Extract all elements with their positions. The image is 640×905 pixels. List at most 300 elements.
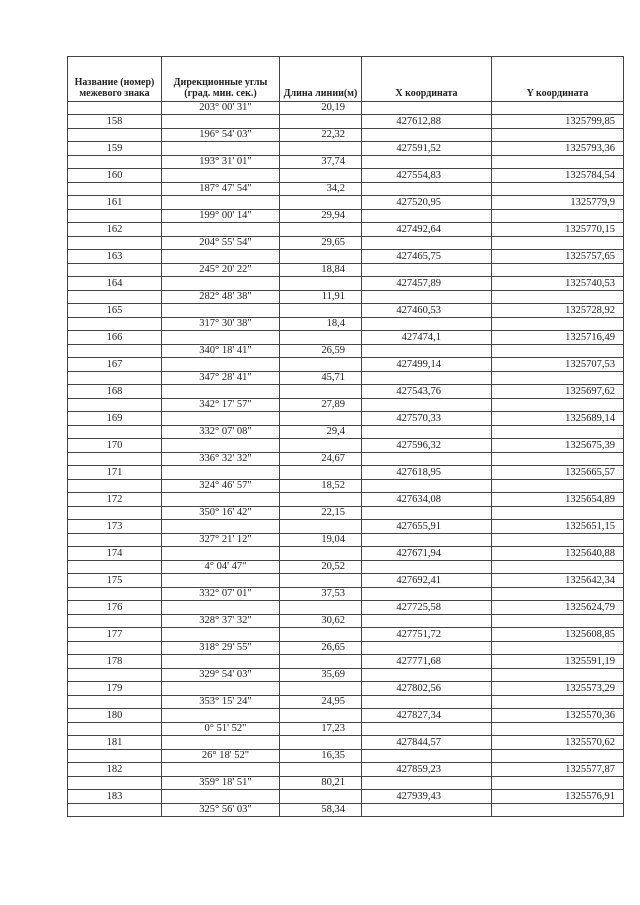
empty-cell [362,507,492,520]
x-coordinate-cell: 427844,57 [362,736,492,750]
empty-cell [362,588,492,601]
empty-cell [162,385,280,399]
line-length-cell: 16,35 [280,750,362,763]
empty-cell [362,669,492,682]
empty-cell [162,250,280,264]
x-coordinate-cell: 427570,33 [362,412,492,426]
empty-cell [162,169,280,183]
table-row-point [68,304,624,318]
y-coordinate-cell: 1325573,29 [492,682,624,696]
x-coordinate-cell: 427492,64 [362,223,492,237]
point-name-cell: 168 [68,385,162,399]
empty-cell [162,736,280,750]
x-coordinate-cell: 427827,34 [362,709,492,723]
point-name-cell: 180 [68,709,162,723]
x-coordinate-cell: 427725,58 [362,601,492,615]
table-row-line [68,453,624,466]
empty-cell [280,574,362,588]
table-row-point [68,601,624,615]
y-coordinate-cell: 1325591,19 [492,655,624,669]
empty-cell [162,601,280,615]
point-name-cell: 176 [68,601,162,615]
y-coordinate-cell: 1325728,92 [492,304,624,318]
empty-cell [162,331,280,345]
empty-cell [280,790,362,804]
empty-cell [280,601,362,615]
empty-cell [162,493,280,507]
table-row-point [68,628,624,642]
empty-cell [362,777,492,790]
empty-cell [362,426,492,439]
empty-cell [492,453,624,466]
empty-cell [362,345,492,358]
empty-cell [280,250,362,264]
x-coordinate-cell: 427655,91 [362,520,492,534]
direction-angle-cell: 327° 21' 12" [162,534,280,547]
empty-cell [492,804,624,817]
table-row-point [68,709,624,723]
empty-cell [68,399,162,412]
table-row-point [68,385,624,399]
table-row-point [68,493,624,507]
empty-cell [68,291,162,304]
empty-cell [492,696,624,709]
x-coordinate-cell: 427596,32 [362,439,492,453]
x-coordinate-cell: 427465,75 [362,250,492,264]
empty-cell [162,304,280,318]
empty-cell [280,169,362,183]
point-name-cell: 172 [68,493,162,507]
empty-cell [162,547,280,561]
table-row-point [68,115,624,129]
x-coordinate-cell: 427771,68 [362,655,492,669]
direction-angle-cell: 328° 37' 32" [162,615,280,628]
empty-cell [280,466,362,480]
line-length-cell: 19,04 [280,534,362,547]
y-coordinate-cell: 1325624,79 [492,601,624,615]
table-row-line [68,561,624,574]
empty-cell [162,574,280,588]
empty-cell [68,588,162,601]
point-name-cell: 178 [68,655,162,669]
point-name-cell: 174 [68,547,162,561]
table-row-point [68,358,624,372]
table-row-line [68,804,624,817]
empty-cell [280,682,362,696]
empty-cell [68,696,162,709]
direction-angle-cell: 317° 30' 38" [162,318,280,331]
empty-cell [68,318,162,331]
table-row-line [68,345,624,358]
y-coordinate-cell: 1325608,85 [492,628,624,642]
line-length-cell: 17,23 [280,723,362,736]
empty-cell [68,156,162,169]
table-row-line [68,642,624,655]
line-length-cell: 20,52 [280,561,362,574]
line-length-cell: 18,4 [280,318,362,331]
empty-cell [362,318,492,331]
direction-angle-cell: 318° 29' 55" [162,642,280,655]
empty-cell [362,156,492,169]
x-coordinate-cell: 427520,95 [362,196,492,210]
line-length-cell: 22,32 [280,129,362,142]
table-row-point [68,250,624,264]
table-row-line [68,102,624,115]
empty-cell [280,628,362,642]
empty-cell [492,372,624,385]
header-x-coordinate: X координата [362,57,492,102]
direction-angle-cell: 329° 54' 03" [162,669,280,682]
direction-angle-cell: 336° 32' 32" [162,453,280,466]
point-name-cell: 169 [68,412,162,426]
y-coordinate-cell: 1325716,49 [492,331,624,345]
y-coordinate-cell: 1325651,15 [492,520,624,534]
table-row-line [68,534,624,547]
x-coordinate-cell: 427751,72 [362,628,492,642]
empty-cell [68,561,162,574]
empty-cell [492,237,624,250]
table-row-line [68,399,624,412]
empty-cell [492,615,624,628]
x-coordinate-cell: 427692,41 [362,574,492,588]
empty-cell [280,115,362,129]
y-coordinate-cell: 1325793,36 [492,142,624,156]
empty-cell [68,642,162,655]
table-row-point [68,736,624,750]
point-name-cell: 167 [68,358,162,372]
empty-cell [362,561,492,574]
table-row-line [68,507,624,520]
direction-angle-cell: 193° 31' 01" [162,156,280,169]
point-name-cell: 170 [68,439,162,453]
table-row-point [68,223,624,237]
header-direction-angle: Дирекционные углы (град. мин. сек.) [162,57,280,102]
empty-cell [162,142,280,156]
empty-cell [162,466,280,480]
empty-cell [280,412,362,426]
table-row-line [68,669,624,682]
point-name-cell: 160 [68,169,162,183]
x-coordinate-cell: 427859,23 [362,763,492,777]
y-coordinate-cell: 1325576,91 [492,790,624,804]
table-row-line [68,696,624,709]
empty-cell [362,696,492,709]
x-coordinate-cell: 427671,94 [362,547,492,561]
line-length-cell: 34,2 [280,183,362,196]
empty-cell [492,183,624,196]
empty-cell [280,385,362,399]
y-coordinate-cell: 1325740,53 [492,277,624,291]
empty-cell [68,507,162,520]
empty-cell [362,453,492,466]
table-row-line [68,291,624,304]
line-length-cell: 29,94 [280,210,362,223]
empty-cell [280,304,362,318]
table-row-point [68,169,624,183]
table-row-line [68,237,624,250]
empty-cell [68,615,162,628]
empty-cell [362,750,492,763]
direction-angle-cell: 325° 56' 03" [162,804,280,817]
direction-angle-cell: 324° 46' 57" [162,480,280,493]
y-coordinate-cell: 1325642,34 [492,574,624,588]
empty-cell [162,277,280,291]
empty-cell [362,480,492,493]
empty-cell [492,399,624,412]
direction-angle-cell: 282° 48' 38" [162,291,280,304]
empty-cell [68,210,162,223]
empty-cell [68,183,162,196]
empty-cell [68,804,162,817]
table-row-point [68,763,624,777]
empty-cell [162,196,280,210]
y-coordinate-cell: 1325654,89 [492,493,624,507]
point-name-cell: 181 [68,736,162,750]
empty-cell [492,129,624,142]
table-row-line [68,750,624,763]
point-name-cell: 162 [68,223,162,237]
table-row-point [68,655,624,669]
line-length-cell: 29,4 [280,426,362,439]
empty-cell [362,210,492,223]
point-name-cell: 175 [68,574,162,588]
empty-cell [492,507,624,520]
direction-angle-cell: 353° 15' 24" [162,696,280,709]
point-name-cell: 163 [68,250,162,264]
table-row-point [68,520,624,534]
direction-angle-cell: 0° 51' 52" [162,723,280,736]
boundary-coordinates-table [67,56,624,817]
table-row-line [68,426,624,439]
line-length-cell: 18,84 [280,264,362,277]
line-length-cell: 80,21 [280,777,362,790]
y-coordinate-cell: 1325770,15 [492,223,624,237]
empty-cell [162,358,280,372]
table-row-line [68,372,624,385]
empty-cell [280,277,362,291]
direction-angle-cell: 4° 04' 47" [162,561,280,574]
empty-cell [362,264,492,277]
empty-cell [492,426,624,439]
direction-angle-cell: 359° 18' 51" [162,777,280,790]
empty-cell [68,129,162,142]
empty-cell [492,291,624,304]
empty-cell [280,763,362,777]
y-coordinate-cell: 1325570,62 [492,736,624,750]
direction-angle-cell: 340° 18' 41" [162,345,280,358]
empty-cell [362,615,492,628]
empty-cell [280,736,362,750]
empty-cell [492,750,624,763]
table-row-point [68,547,624,561]
empty-cell [280,142,362,156]
empty-cell [362,291,492,304]
empty-cell [162,439,280,453]
point-name-cell: 177 [68,628,162,642]
empty-cell [362,102,492,115]
point-name-cell: 159 [68,142,162,156]
empty-cell [68,372,162,385]
y-coordinate-cell: 1325570,36 [492,709,624,723]
y-coordinate-cell: 1325799,85 [492,115,624,129]
table-row-point [68,331,624,345]
line-length-cell: 37,53 [280,588,362,601]
empty-cell [68,723,162,736]
empty-cell [492,156,624,169]
y-coordinate-cell: 1325665,57 [492,466,624,480]
direction-angle-cell: 332° 07' 01" [162,588,280,601]
empty-cell [280,547,362,561]
x-coordinate-cell: 427543,76 [362,385,492,399]
point-name-cell: 179 [68,682,162,696]
empty-cell [492,669,624,682]
empty-cell [492,345,624,358]
empty-cell [162,115,280,129]
table-row-point [68,682,624,696]
empty-cell [162,520,280,534]
direction-angle-cell: 187° 47' 54" [162,183,280,196]
point-name-cell: 165 [68,304,162,318]
empty-cell [68,750,162,763]
table-row-point [68,466,624,480]
line-length-cell: 35,69 [280,669,362,682]
y-coordinate-cell: 1325689,14 [492,412,624,426]
line-length-cell: 26,65 [280,642,362,655]
point-name-cell: 164 [68,277,162,291]
table-row-point [68,574,624,588]
empty-cell [492,264,624,277]
table-row-line [68,210,624,223]
empty-cell [162,682,280,696]
y-coordinate-cell: 1325675,39 [492,439,624,453]
empty-cell [162,790,280,804]
empty-cell [492,723,624,736]
point-name-cell: 183 [68,790,162,804]
empty-cell [492,777,624,790]
empty-cell [280,358,362,372]
empty-cell [492,210,624,223]
x-coordinate-cell: 427612,88 [362,115,492,129]
empty-cell [492,102,624,115]
empty-cell [68,102,162,115]
direction-angle-cell: 203° 00' 31" [162,102,280,115]
table-row-point [68,142,624,156]
empty-cell [280,196,362,210]
empty-cell [492,561,624,574]
empty-cell [492,642,624,655]
empty-cell [362,723,492,736]
header-y-coordinate: Y координата [492,57,624,102]
table-row-line [68,723,624,736]
line-length-cell: 58,34 [280,804,362,817]
empty-cell [362,399,492,412]
empty-cell [68,237,162,250]
empty-cell [280,709,362,723]
empty-cell [162,763,280,777]
direction-angle-cell: 204° 55' 54" [162,237,280,250]
table-row-line [68,183,624,196]
empty-cell [162,412,280,426]
empty-cell [362,534,492,547]
empty-cell [68,534,162,547]
table-row-line [68,156,624,169]
empty-cell [68,345,162,358]
table-row-line [68,588,624,601]
x-coordinate-cell: 427802,56 [362,682,492,696]
line-length-cell: 26,59 [280,345,362,358]
empty-cell [492,588,624,601]
table-row-line [68,615,624,628]
x-coordinate-cell: 427618,95 [362,466,492,480]
empty-cell [280,520,362,534]
empty-cell [492,318,624,331]
table-row-point [68,439,624,453]
x-coordinate-cell: 427591,52 [362,142,492,156]
y-coordinate-cell: 1325779,9 [492,196,624,210]
direction-angle-cell: 199° 00' 14" [162,210,280,223]
empty-cell [362,372,492,385]
header-line-length: Длина линии(м) [280,57,362,102]
x-coordinate-cell: 427474,1 [362,331,492,345]
empty-cell [162,223,280,237]
table-row-line [68,264,624,277]
table-row-point [68,277,624,291]
point-name-cell: 158 [68,115,162,129]
empty-cell [280,223,362,237]
x-coordinate-cell: 427634,08 [362,493,492,507]
empty-cell [68,264,162,277]
table-row-line [68,777,624,790]
table-row-line [68,480,624,493]
x-coordinate-cell: 427499,14 [362,358,492,372]
table-header-row [68,57,624,102]
line-length-cell: 37,74 [280,156,362,169]
empty-cell [68,426,162,439]
empty-cell [68,777,162,790]
empty-cell [492,534,624,547]
direction-angle-cell: 350° 16' 42" [162,507,280,520]
empty-cell [362,237,492,250]
line-length-cell: 29,65 [280,237,362,250]
y-coordinate-cell: 1325757,65 [492,250,624,264]
header-point-name: Название (номер) межевого знака [68,57,162,102]
line-length-cell: 20,19 [280,102,362,115]
x-coordinate-cell: 427554,83 [362,169,492,183]
table-row-point [68,196,624,210]
direction-angle-cell: 26° 18' 52" [162,750,280,763]
empty-cell [280,493,362,507]
empty-cell [280,331,362,345]
direction-angle-cell: 342° 17' 57" [162,399,280,412]
point-name-cell: 182 [68,763,162,777]
table-row-line [68,318,624,331]
direction-angle-cell: 196° 54' 03" [162,129,280,142]
table-row-point [68,412,624,426]
table-row-line [68,129,624,142]
empty-cell [362,804,492,817]
y-coordinate-cell: 1325784,54 [492,169,624,183]
empty-cell [68,453,162,466]
empty-cell [162,709,280,723]
empty-cell [68,669,162,682]
point-name-cell: 161 [68,196,162,210]
point-name-cell: 173 [68,520,162,534]
y-coordinate-cell: 1325577,87 [492,763,624,777]
line-length-cell: 30,62 [280,615,362,628]
line-length-cell: 18,52 [280,480,362,493]
y-coordinate-cell: 1325640,88 [492,547,624,561]
empty-cell [280,655,362,669]
